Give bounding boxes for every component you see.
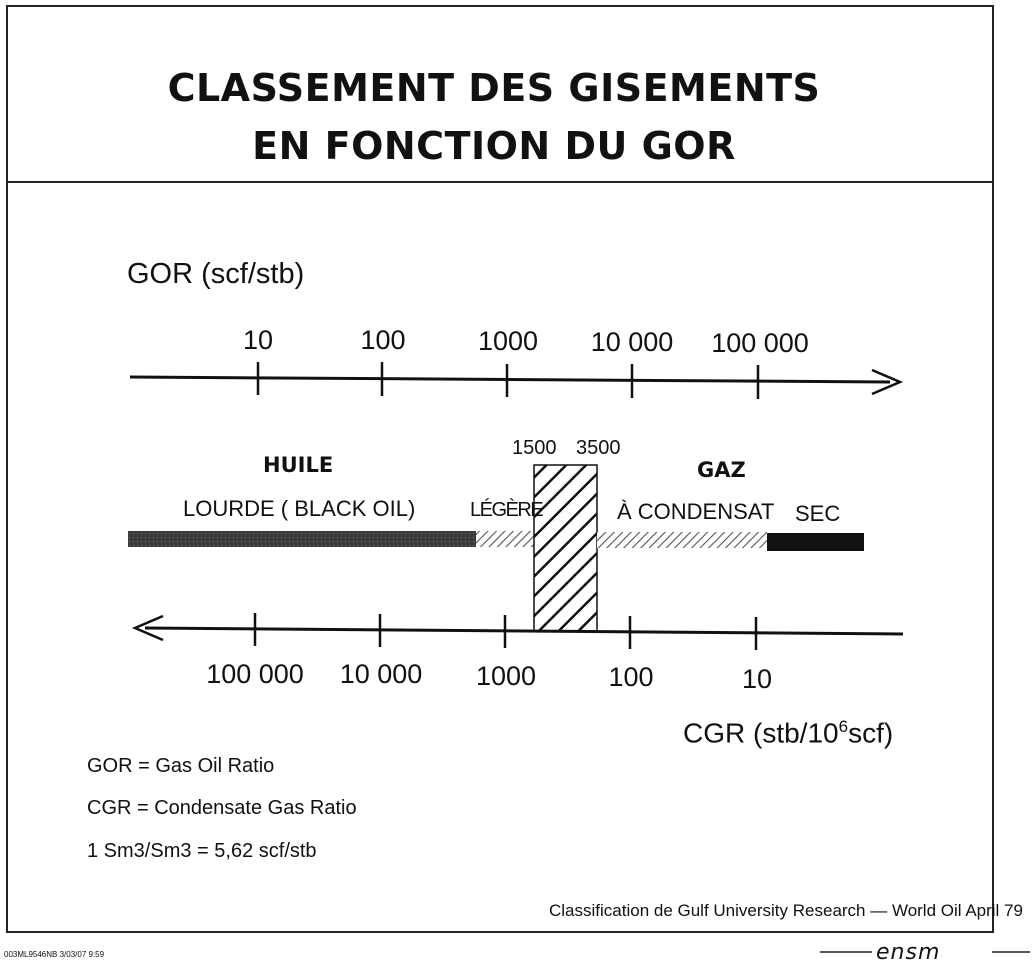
cgr-tick-label: 10 (741, 664, 773, 694)
source-citation: Classification de Gulf University Research — World Oil April 79 (549, 901, 1023, 920)
note-cgr-definition: CGR = Condensate Gas Ratio (87, 797, 357, 819)
gor-tick-label: 100 000 (711, 328, 809, 358)
title-line-2: EN FONCTION DU GOR (252, 124, 736, 168)
band-heavy-oil (128, 531, 476, 547)
cgr-axis-label (683, 717, 893, 749)
gor-tick-label: 1000 (477, 326, 539, 356)
heavy-oil-label: LOURDE ( BLACK OIL) (183, 496, 416, 521)
band-dry-gas (767, 533, 864, 551)
cgr-axis (135, 613, 903, 650)
transition-lower-bound: 1500 (512, 437, 557, 459)
gor-tick-label: 100 (360, 325, 406, 355)
cgr-tick-label: 10 000 (339, 659, 423, 689)
gor-tick-label: 10 (242, 325, 274, 355)
document-id: 003ML9546NB 3/03/07 9:59 (4, 950, 105, 959)
gor-axis (130, 362, 900, 399)
cgr-tick-label: 100 000 (206, 659, 304, 689)
light-oil-label: LÉGÈRE (470, 499, 543, 521)
category-oil-label: HUILE (263, 453, 334, 477)
band-condensate-gas (597, 532, 767, 548)
note-conversion: 1 Sm3/Sm3 = 5,62 scf/stb (87, 840, 317, 862)
band-transition (534, 465, 597, 631)
cgr-tick-label: 100 (608, 662, 654, 692)
transition-upper-bound: 3500 (576, 437, 621, 459)
cgr-label-unit: scf) (848, 717, 894, 749)
cgr-label-superscript: 6 (838, 717, 849, 736)
gor-tick-label: 10 000 (590, 327, 674, 357)
cgr-label-main: CGR (stb/10 (683, 717, 839, 749)
classification-band (128, 465, 864, 631)
note-gor-definition: GOR = Gas Oil Ratio (87, 755, 275, 777)
cgr-tick-label: 1000 (475, 661, 537, 691)
gor-axis-label: GOR (scf/stb) (127, 258, 305, 290)
condensate-gas-label: À CONDENSAT (617, 499, 775, 524)
title-line-1: CLASSEMENT DES GISEMENTS (167, 66, 821, 110)
band-light-oil (476, 531, 534, 547)
brand-logo: ensm (876, 940, 941, 965)
dry-gas-label: SEC (795, 501, 841, 526)
category-gas-label: GAZ (697, 458, 746, 482)
